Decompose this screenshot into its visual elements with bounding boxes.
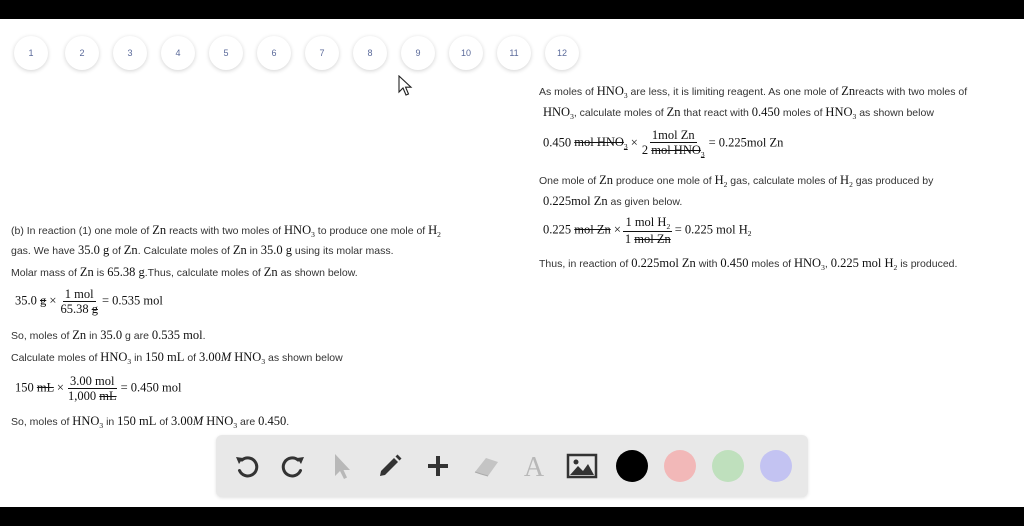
page-button-12[interactable]: 12	[545, 36, 579, 70]
right-line-2: $HNO_3$, calculate moles of Zn that react with 0.450 moles of $HNO_3$ as shown below	[543, 105, 934, 121]
left-line-6: So, moles of $HNO_3$ in 150 mL of 3.00M $HNO_3$ are 0.450.	[11, 414, 290, 430]
page-button-4[interactable]: 4	[161, 36, 195, 70]
page-button-5[interactable]: 5	[209, 36, 243, 70]
left-line-5: Calculate moles of $HNO_3$ in 150 mL of 3.00M $HNO_3$ as shown below	[11, 350, 343, 366]
whiteboard-canvas[interactable]	[0, 19, 1024, 507]
page-button-8[interactable]: 8	[353, 36, 387, 70]
equation-zn-moles: 35.0 g × $\frac{\text{1 mol}}{65.38 g}$ = 0.535 mol	[15, 287, 163, 316]
pointer-icon[interactable]	[326, 450, 358, 482]
left-line-1: (b) In reaction (1) one mole of Zn reacts with two moles of $HNO_3$ to produce one mole of $H_2$	[11, 223, 441, 239]
image-icon[interactable]	[566, 450, 598, 482]
right-line-4: 0.225mol Zn as given below.	[543, 194, 683, 208]
right-line-3: One mole of Zn produce one mole of $H_2$ gas, calculate moles of $H_2$ gas produced by	[539, 173, 934, 189]
pencil-icon[interactable]	[374, 450, 406, 482]
color-black[interactable]	[616, 450, 648, 482]
page-button-2[interactable]: 2	[65, 36, 99, 70]
left-line-3: Molar mass of Zn is 65.38 g.Thus, calculate moles of Zn as shown below.	[11, 265, 358, 279]
mouse-cursor-icon	[398, 75, 414, 97]
page-button-1[interactable]: 1	[14, 36, 48, 70]
page-button-9[interactable]: 9	[401, 36, 435, 70]
left-line-2: gas. We have 35.0 g of Zn. Calculate moles of Zn in 35.0 g using its molar mass.	[11, 243, 394, 257]
color-green[interactable]	[712, 450, 744, 482]
text-icon[interactable]	[518, 450, 550, 482]
page-button-11[interactable]: 11	[497, 36, 531, 70]
svg-text:A: A	[523, 452, 545, 480]
plus-icon[interactable]	[422, 450, 454, 482]
page-button-6[interactable]: 6	[257, 36, 291, 70]
equation-zn-react: 0.450 mol $HNO_3$ × $\frac{\text{1mol Zn}}{2 mol HNO_3}$ = 0.225mol Zn	[543, 128, 784, 159]
eraser-icon[interactable]	[470, 450, 502, 482]
color-pink[interactable]	[664, 450, 696, 482]
page-button-3[interactable]: 3	[113, 36, 147, 70]
left-line-4: So, moles of Zn in 35.0 g are 0.535 mol.	[11, 328, 206, 342]
equation-hno3-moles: 150 mL × $\frac{\text{3.00 mol}}{1,000 mL}$ = 0.450 mol	[15, 374, 182, 403]
right-line-1: As moles of $HNO_3$ are less, it is limiting reagent. As one mole of Znreacts with two moles of	[539, 84, 968, 100]
equation-h2-produced: 0.225 mol Zn × $\frac{1 mol H_2}{\text{1 mol Zn}}$ = 0.225 mol $H_2$	[543, 215, 752, 246]
drawing-toolbar	[216, 435, 808, 497]
page-button-7[interactable]: 7	[305, 36, 339, 70]
redo-icon[interactable]	[278, 450, 310, 482]
page-button-10[interactable]: 10	[449, 36, 483, 70]
undo-icon[interactable]	[230, 450, 262, 482]
color-lavender[interactable]	[760, 450, 792, 482]
right-line-5: Thus, in reaction of 0.225mol Zn with 0.450 moles of $HNO_3$, 0.225 mol $H_2$ is produced.	[539, 256, 958, 272]
